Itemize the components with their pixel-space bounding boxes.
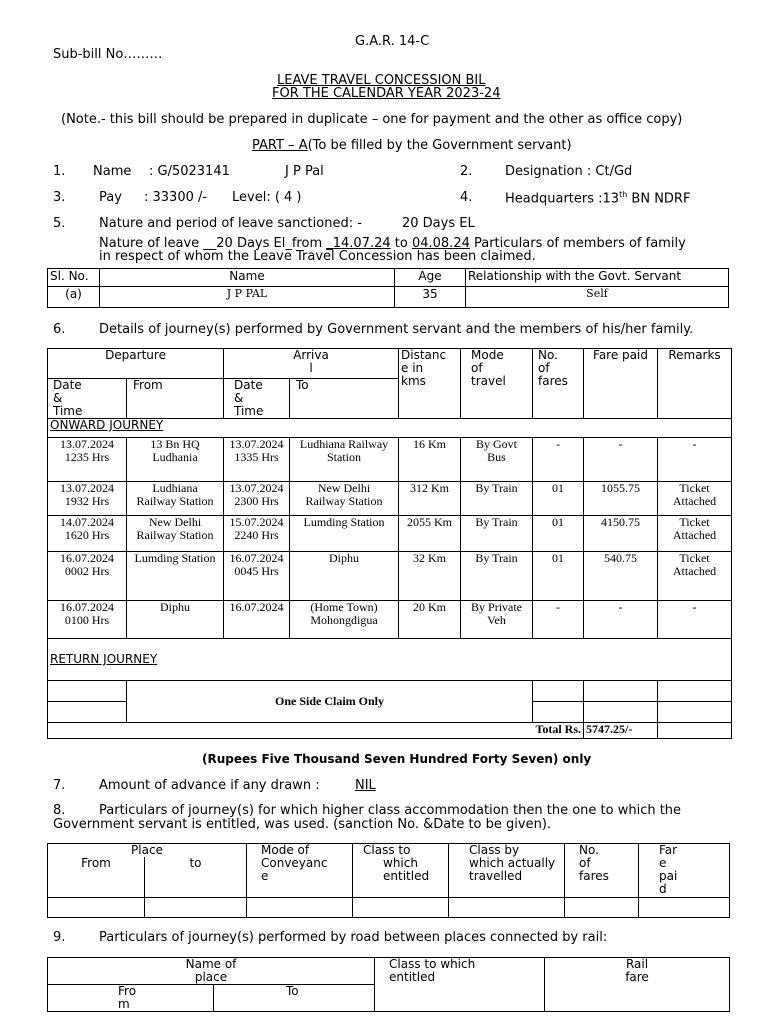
mode8-h3: e <box>261 869 269 883</box>
arr-date-3: 15.07.2024 <box>229 515 284 529</box>
from-3a: New Delhi <box>148 515 202 529</box>
family-table <box>47 268 729 308</box>
table-row <box>48 601 732 639</box>
arr-to <box>290 601 399 639</box>
name9-h2: place <box>194 970 228 984</box>
field-4-number: 4. <box>460 190 473 205</box>
to-5b: Mohongdigua <box>310 613 378 627</box>
road-journey-table <box>47 957 730 1012</box>
dep-date-2: 13.07.2024 <box>60 481 114 495</box>
dep-from <box>127 516 224 552</box>
arr-to <box>290 552 399 601</box>
family-age: 35 <box>395 287 466 308</box>
arr-to <box>290 516 399 552</box>
mode8-h2: Conveyanc <box>261 856 328 870</box>
col-header-to: To <box>214 985 375 1012</box>
mode <box>461 438 533 482</box>
fare-paid: - <box>584 601 658 639</box>
empty-cell <box>48 702 127 723</box>
field-3-label: Pay <box>99 190 122 205</box>
col-header-class-actual <box>449 844 565 898</box>
onward-journey-label: ONWARD JOURNEY <box>48 419 399 438</box>
to-1b: Station <box>327 450 362 464</box>
family-sl-no: (a) <box>48 287 100 308</box>
dep-date-h3: Time <box>53 404 83 418</box>
empty-cell <box>145 897 247 917</box>
field-5-value: 20 Days EL <box>402 216 475 231</box>
mode <box>461 482 533 516</box>
remarks <box>658 438 732 482</box>
from9-h2: m <box>118 997 130 1011</box>
table-row <box>48 552 732 601</box>
from-2b: Railway Station <box>136 494 214 508</box>
field-4-label-a: Headquarters :13 <box>505 191 620 207</box>
from-1a: 13 Bn HQ <box>150 437 200 451</box>
from-4a: Lumding Station <box>134 551 216 565</box>
cls9-h2: entitled <box>389 970 436 984</box>
remarks-5a: - <box>692 600 697 614</box>
mode-1b: Bus <box>487 450 506 464</box>
table-row <box>48 516 732 552</box>
act8-h3: travelled <box>469 869 523 883</box>
arr-date-1: 13.07.2024 <box>229 437 284 451</box>
part-a-heading <box>252 138 572 153</box>
arr-date-2: 13.07.2024 <box>229 481 284 495</box>
dep-time-3: 1620 Hrs <box>64 528 110 542</box>
table-row <box>48 897 730 917</box>
empty-cell <box>247 897 353 917</box>
act8-h1: Class by <box>469 843 520 857</box>
dep-date-5: 16.07.2024 <box>60 600 114 614</box>
fares-count: 01 <box>533 516 584 552</box>
remarks-3b: Attached <box>672 528 717 542</box>
field-2-number: 2. <box>460 164 473 179</box>
dep-from <box>127 552 224 601</box>
col-header-arrival <box>224 349 399 379</box>
remarks <box>658 482 732 516</box>
family-name: J P PAL <box>100 287 395 308</box>
arr-date-h2: & <box>234 391 244 405</box>
to-5a: (Home Town) <box>310 600 378 614</box>
return-journey-row <box>48 639 732 681</box>
fares-h1: No. <box>538 348 558 362</box>
nf8-h3: fares <box>579 869 609 883</box>
dep-time-2: 1932 Hrs <box>64 494 110 508</box>
to-3a: Lumding Station <box>303 515 385 529</box>
empty-cell <box>449 897 565 917</box>
col-header-distance <box>399 349 461 419</box>
col-header-dep-date <box>48 379 127 419</box>
field-1-label: Name <box>93 164 132 179</box>
arr-date-h1: Date <box>234 378 263 392</box>
remarks-1a: - <box>692 437 697 451</box>
dep-date-3: 14.07.2024 <box>60 515 114 529</box>
from9-h1: Fro <box>118 984 137 998</box>
empty-cell <box>658 702 732 723</box>
mode-3a: By Train <box>475 515 518 529</box>
dep-date <box>48 482 127 516</box>
dep-date <box>48 601 127 639</box>
to-2b: Railway Station <box>305 494 383 508</box>
mode-5b: Veh <box>487 613 506 627</box>
col-header-departure: Departure <box>48 349 224 379</box>
form-code: G.A.R. 14-C <box>355 34 430 49</box>
dep-date-h1: Date <box>53 378 82 392</box>
section-8-line1: Particulars of journey(s) for which higher class accommodation then the one to which the <box>99 803 682 818</box>
field-5-line3: in respect of whom the Leave Travel Concession has been claimed. <box>99 249 536 264</box>
field-3-number: 3. <box>53 190 66 205</box>
arr-date-5: 16.07.2024 <box>229 600 284 614</box>
arrival-text-2: l <box>309 361 313 375</box>
empty-cell <box>584 702 658 723</box>
col-header-from: From <box>48 857 145 897</box>
family-particulars-text: Particulars of members of family <box>469 236 686 251</box>
dep-time-4: 0002 Hrs <box>64 564 110 578</box>
arrival-text-1: Arriva <box>293 348 329 362</box>
bill-title-line2: FOR THE CALENDAR YEAR 2023-24 <box>272 86 501 101</box>
part-a-description: (To be filled by the Government servant) <box>307 138 572 153</box>
section-8-line2: Government servant is entitled, was used. (sanction No. &Date to be given). <box>53 817 552 832</box>
distance-h3: kms <box>401 374 426 388</box>
leave-to-date: 04.08.24 <box>411 236 470 251</box>
sub-bill-number: Sub-bill No……… <box>53 47 163 62</box>
leave-nature: Nature of leave __20 Days El_from <box>99 236 327 251</box>
section-7-label: Amount of advance if any drawn : <box>99 778 320 793</box>
field-2-designation: Designation : Ct/Gd <box>505 164 633 179</box>
arr-to <box>290 482 399 516</box>
bill-title-line1: LEAVE TRAVEL CONCESSION BIL <box>277 73 486 88</box>
mode-2a: By Train <box>475 481 518 495</box>
total-value: 5747.25/- <box>584 723 658 739</box>
col-header-age: Age <box>395 269 466 287</box>
remarks-4a: Ticket <box>679 551 710 565</box>
col-header-name-of-place <box>48 958 375 985</box>
field-3-value: : 33300 /- <box>144 190 208 205</box>
from-1b: Ludhania <box>152 450 198 464</box>
distance: 16 Km <box>399 438 461 482</box>
col-header-from: From <box>127 379 224 419</box>
col-header-mode <box>461 349 533 419</box>
distance: 20 Km <box>399 601 461 639</box>
empty-cell <box>658 723 732 739</box>
section-7-number: 7. <box>53 778 66 793</box>
col-header-mode <box>247 844 353 898</box>
dep-from <box>127 482 224 516</box>
empty-cell <box>639 897 730 917</box>
table-row <box>48 438 732 482</box>
duplicate-note: (Note.- this bill should be prepared in duplicate – one for payment and the other as office copy) <box>61 112 683 127</box>
remarks <box>658 516 732 552</box>
mode-1a: By Govt <box>476 437 518 451</box>
section-6-text: Details of journey(s) performed by Government servant and the members of his/her family. <box>99 322 694 337</box>
mode-5a: By Private <box>471 600 523 614</box>
col-header-remarks: Remarks <box>658 349 732 419</box>
journey-table <box>47 348 732 739</box>
fare-paid: 1055.75 <box>584 482 658 516</box>
col-header-to: to <box>145 857 247 897</box>
from-2a: Ludhiana <box>152 481 198 495</box>
dep-from <box>127 438 224 482</box>
nf8-h2: of <box>579 856 591 870</box>
col-header-sl-no: Sl. No. <box>48 269 100 287</box>
mode8-h1: Mode of <box>261 843 310 857</box>
field-1-value: : G/5023141 <box>149 164 230 179</box>
col-header-fares <box>565 844 639 898</box>
one-side-claim: One Side Claim Only <box>127 681 533 723</box>
fare-paid: 540.75 <box>584 552 658 601</box>
cls9-h1: Class to which <box>389 957 476 971</box>
leave-to-word: to <box>390 236 412 251</box>
remarks-4b: Attached <box>672 564 717 578</box>
dep-date-h2: & <box>53 391 63 405</box>
field-5-label: Nature and period of leave sanctioned: - <box>99 216 362 231</box>
table-header-row <box>48 844 730 858</box>
mode <box>461 516 533 552</box>
arr-date-4: 16.07.2024 <box>229 551 284 565</box>
claim-row-1 <box>48 681 732 702</box>
fp8-h4: d <box>659 882 667 896</box>
empty-cell <box>353 897 449 917</box>
col-header-rail-fare <box>545 958 730 1012</box>
to-2a: New Delhi <box>317 481 371 495</box>
arr-date-h3: Time <box>234 404 264 418</box>
field-4-sup: th <box>619 190 628 199</box>
fares-count: 01 <box>533 482 584 516</box>
act8-h2: which actually <box>469 856 556 870</box>
field-1-name: J P Pal <box>285 164 324 179</box>
dep-date-1: 13.07.2024 <box>60 437 114 451</box>
onward-spacer <box>399 419 732 438</box>
fares-h2: of <box>538 361 550 375</box>
field-4-headquarters <box>505 190 690 206</box>
section-6-number: 6. <box>53 322 66 337</box>
fare-paid: - <box>584 438 658 482</box>
leave-from-date: _14.07.24 <box>326 236 391 251</box>
dep-time-1: 1235 Hrs <box>64 450 110 464</box>
fares-count: 01 <box>533 552 584 601</box>
empty-cell <box>48 897 145 917</box>
total-row <box>48 723 732 739</box>
fp8-h1: Far <box>659 843 678 857</box>
dep-date <box>48 438 127 482</box>
col-header-relationship: Relationship with the Govt. Servant <box>466 269 729 287</box>
dep-date-4: 16.07.2024 <box>60 551 114 565</box>
remarks <box>658 601 732 639</box>
empty-cell <box>533 702 584 723</box>
remarks <box>658 552 732 601</box>
fp8-h3: pai <box>659 869 678 883</box>
rail9-h1: Rail <box>625 957 649 971</box>
field-1-number: 1. <box>53 164 66 179</box>
distance: 312 Km <box>399 482 461 516</box>
col-header-class-entitled <box>353 844 449 898</box>
onward-journey-row <box>48 419 732 438</box>
arr-date <box>224 482 290 516</box>
remarks-2b: Attached <box>672 494 717 508</box>
arr-to <box>290 438 399 482</box>
table-header-row <box>48 958 730 985</box>
mode-h3: travel <box>471 374 506 388</box>
dep-date <box>48 552 127 601</box>
mode-h1: Mode <box>471 348 504 362</box>
remarks-3a: Ticket <box>679 515 710 529</box>
from-5a: Diphu <box>160 600 190 614</box>
from-3b: Railway Station <box>136 528 214 542</box>
col-header-to: To <box>290 379 399 419</box>
to-1a: Ludhiana Railway <box>299 437 389 451</box>
table-row <box>48 287 729 308</box>
empty-cell <box>584 681 658 702</box>
table-header-row <box>48 269 729 287</box>
mode <box>461 601 533 639</box>
cls8-h3: entitled <box>383 869 430 883</box>
remarks-2a: Ticket <box>679 481 710 495</box>
name9-h1: Name of <box>185 957 237 971</box>
mode-4a: By Train <box>475 551 518 565</box>
arr-date <box>224 601 290 639</box>
field-5-number: 5. <box>53 216 66 231</box>
arr-date <box>224 438 290 482</box>
amount-in-words: (Rupees Five Thousand Seven Hundred Forty Seven) only <box>202 752 592 766</box>
distance: 32 Km <box>399 552 461 601</box>
col-header-arr-date <box>224 379 290 419</box>
cls8-h2: which <box>383 856 418 870</box>
field-4-label-b: BN NDRF <box>627 191 691 207</box>
section-7-value: NIL <box>355 778 376 793</box>
fare-paid: 4150.75 <box>584 516 658 552</box>
section-9-number: 9. <box>53 930 66 945</box>
arr-time-2: 2300 Hrs <box>234 494 279 508</box>
empty-cell <box>658 681 732 702</box>
higher-class-table <box>47 843 730 918</box>
mode <box>461 552 533 601</box>
dep-from <box>127 601 224 639</box>
arr-date <box>224 552 290 601</box>
empty-cell <box>565 897 639 917</box>
arr-time-4: 0045 Hrs <box>234 564 279 578</box>
nf8-h1: No. <box>579 843 599 857</box>
total-label: Total Rs. <box>48 723 584 739</box>
arr-time-1: 1335 Hrs <box>234 450 279 464</box>
distance-h1: Distanc <box>401 348 447 362</box>
col-header-fare-paid <box>639 844 730 898</box>
family-relationship: Self <box>466 287 729 308</box>
distance-h2: e in <box>401 361 424 375</box>
dep-time-5: 0100 Hrs <box>64 613 110 627</box>
part-a-label: PART – A <box>252 138 308 153</box>
col-header-name: Name <box>100 269 395 287</box>
section-9-text: Particulars of journey(s) performed by road between places connected by rail: <box>99 930 608 945</box>
col-header-from <box>48 985 214 1012</box>
distance: 2055 Km <box>399 516 461 552</box>
fares-count: - <box>533 601 584 639</box>
col-header-place: Place <box>48 844 247 858</box>
arr-time-3: 2240 Hrs <box>234 528 279 542</box>
fares-h3: fares <box>538 374 568 388</box>
empty-cell <box>48 681 127 702</box>
empty-cell <box>533 681 584 702</box>
fp8-h2: e <box>659 856 667 870</box>
dep-date <box>48 516 127 552</box>
mode-h2: of <box>471 361 483 375</box>
rail9-h2: fare <box>625 970 649 984</box>
return-journey-label: RETURN JOURNEY <box>48 639 732 681</box>
col-header-fare-paid: Fare paid <box>584 349 658 419</box>
section-8-number: 8. <box>53 803 66 818</box>
col-header-class-entitled <box>375 958 545 1012</box>
col-header-fares <box>533 349 584 419</box>
cls8-h1: Class to <box>363 843 411 857</box>
arr-date <box>224 516 290 552</box>
to-4a: Diphu <box>329 551 360 565</box>
table-row <box>48 482 732 516</box>
fares-count: - <box>533 438 584 482</box>
field-3-level: Level: ( 4 ) <box>232 190 302 205</box>
journey-header-row-1 <box>48 349 732 379</box>
